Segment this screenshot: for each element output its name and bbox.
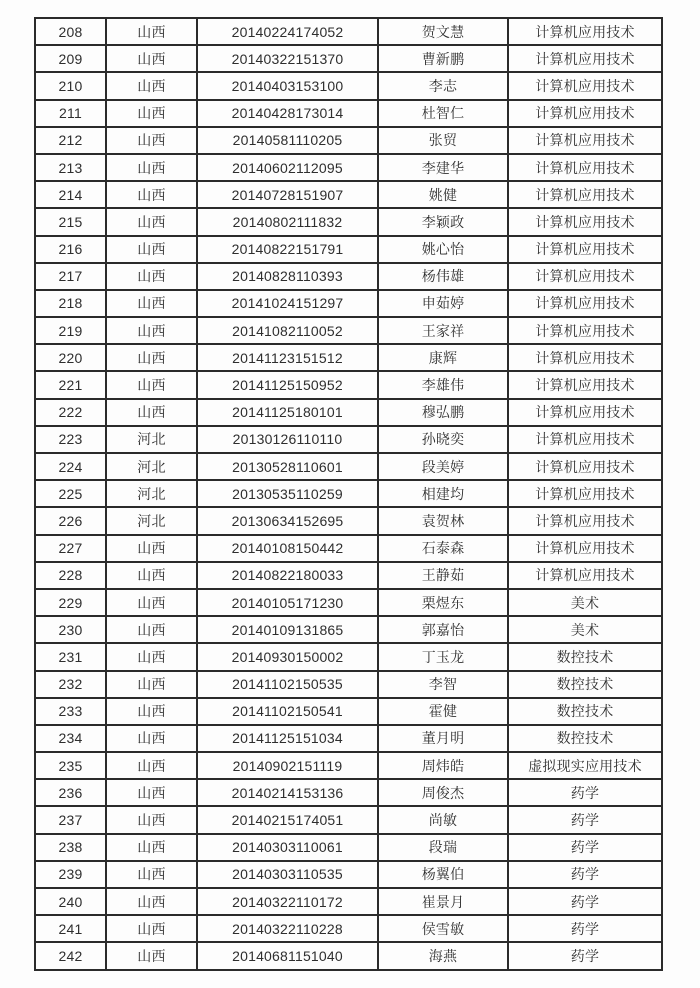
cell-province: 山西 [106, 208, 197, 235]
cell-major: 计算机应用技术 [508, 127, 662, 154]
cell-index: 242 [35, 942, 106, 969]
cell-index: 211 [35, 100, 106, 127]
cell-student_id: 20141102150535 [197, 671, 378, 698]
cell-major: 数控技术 [508, 643, 662, 670]
cell-name: 周俊杰 [378, 779, 508, 806]
table-row [35, 942, 662, 969]
table-row [35, 181, 662, 208]
table-row [35, 263, 662, 290]
cell-student_id: 20141125151034 [197, 725, 378, 752]
cell-name: 康辉 [378, 344, 508, 371]
cell-name: 曹新鹏 [378, 45, 508, 72]
cell-index: 227 [35, 535, 106, 562]
cell-student_id: 20140930150002 [197, 643, 378, 670]
table-row [35, 535, 662, 562]
table-row [35, 290, 662, 317]
table-row [35, 725, 662, 752]
cell-major: 计算机应用技术 [508, 535, 662, 562]
cell-name: 尚敏 [378, 806, 508, 833]
table-row [35, 45, 662, 72]
cell-name: 杜智仁 [378, 100, 508, 127]
cell-name: 穆弘鹏 [378, 399, 508, 426]
cell-index: 221 [35, 371, 106, 398]
cell-name: 张贸 [378, 127, 508, 154]
cell-student_id: 20141125150952 [197, 371, 378, 398]
cell-index: 220 [35, 344, 106, 371]
cell-index: 222 [35, 399, 106, 426]
cell-student_id: 20141102150541 [197, 698, 378, 725]
cell-index: 218 [35, 290, 106, 317]
cell-major: 药学 [508, 888, 662, 915]
cell-name: 袁贺林 [378, 507, 508, 534]
cell-name: 杨伟雄 [378, 263, 508, 290]
cell-student_id: 20140109131865 [197, 616, 378, 643]
cell-province: 山西 [106, 236, 197, 263]
table-row [35, 861, 662, 888]
cell-province: 河北 [106, 507, 197, 534]
table-row [35, 236, 662, 263]
cell-major: 数控技术 [508, 671, 662, 698]
cell-name: 申茹婷 [378, 290, 508, 317]
cell-student_id: 20140215174051 [197, 806, 378, 833]
cell-index: 239 [35, 861, 106, 888]
cell-student_id: 20130535110259 [197, 480, 378, 507]
cell-major: 药学 [508, 806, 662, 833]
cell-province: 山西 [106, 562, 197, 589]
cell-student_id: 20141082110052 [197, 317, 378, 344]
cell-major: 数控技术 [508, 725, 662, 752]
cell-major: 计算机应用技术 [508, 181, 662, 208]
cell-major: 美术 [508, 616, 662, 643]
cell-index: 231 [35, 643, 106, 670]
cell-student_id: 20141123151512 [197, 344, 378, 371]
cell-major: 药学 [508, 942, 662, 969]
cell-province: 山西 [106, 127, 197, 154]
cell-index: 226 [35, 507, 106, 534]
table-row [35, 643, 662, 670]
table-row [35, 399, 662, 426]
cell-province: 山西 [106, 888, 197, 915]
cell-province: 山西 [106, 589, 197, 616]
table-row [35, 915, 662, 942]
table-row [35, 480, 662, 507]
cell-province: 山西 [106, 698, 197, 725]
cell-student_id: 20140322151370 [197, 45, 378, 72]
cell-major: 计算机应用技术 [508, 72, 662, 99]
table-row [35, 127, 662, 154]
cell-student_id: 20140822180033 [197, 562, 378, 589]
cell-major: 计算机应用技术 [508, 562, 662, 589]
table-row [35, 779, 662, 806]
cell-student_id: 20140224174052 [197, 18, 378, 45]
student-roster-table-container [34, 17, 663, 971]
cell-student_id: 20130126110110 [197, 426, 378, 453]
cell-index: 210 [35, 72, 106, 99]
cell-index: 233 [35, 698, 106, 725]
cell-name: 崔景月 [378, 888, 508, 915]
cell-student_id: 20140105171230 [197, 589, 378, 616]
cell-major: 虚拟现实应用技术 [508, 752, 662, 779]
student-roster-table [34, 17, 663, 971]
cell-student_id: 20130634152695 [197, 507, 378, 534]
cell-province: 山西 [106, 344, 197, 371]
cell-province: 山西 [106, 752, 197, 779]
cell-province: 山西 [106, 154, 197, 181]
table-row [35, 100, 662, 127]
cell-index: 223 [35, 426, 106, 453]
cell-index: 234 [35, 725, 106, 752]
cell-index: 237 [35, 806, 106, 833]
table-row [35, 371, 662, 398]
cell-index: 232 [35, 671, 106, 698]
table-row [35, 453, 662, 480]
cell-student_id: 20140822151791 [197, 236, 378, 263]
cell-province: 山西 [106, 18, 197, 45]
cell-name: 相建均 [378, 480, 508, 507]
cell-student_id: 20140403153100 [197, 72, 378, 99]
cell-name: 姚健 [378, 181, 508, 208]
cell-index: 208 [35, 18, 106, 45]
cell-province: 山西 [106, 643, 197, 670]
cell-province: 山西 [106, 399, 197, 426]
cell-name: 栗煜东 [378, 589, 508, 616]
cell-name: 贺文慧 [378, 18, 508, 45]
cell-index: 212 [35, 127, 106, 154]
cell-student_id: 20140108150442 [197, 535, 378, 562]
table-row [35, 589, 662, 616]
cell-student_id: 20140828110393 [197, 263, 378, 290]
cell-name: 李颖政 [378, 208, 508, 235]
table-row [35, 18, 662, 45]
cell-index: 214 [35, 181, 106, 208]
cell-major: 计算机应用技术 [508, 480, 662, 507]
cell-major: 药学 [508, 915, 662, 942]
table-row [35, 806, 662, 833]
table-row [35, 317, 662, 344]
cell-province: 山西 [106, 317, 197, 344]
cell-major: 计算机应用技术 [508, 18, 662, 45]
cell-province: 山西 [106, 290, 197, 317]
cell-province: 山西 [106, 915, 197, 942]
cell-student_id: 20140214153136 [197, 779, 378, 806]
cell-index: 224 [35, 453, 106, 480]
cell-index: 225 [35, 480, 106, 507]
cell-province: 山西 [106, 72, 197, 99]
cell-province: 山西 [106, 45, 197, 72]
cell-index: 215 [35, 208, 106, 235]
cell-province: 山西 [106, 861, 197, 888]
cell-major: 计算机应用技术 [508, 263, 662, 290]
cell-name: 霍健 [378, 698, 508, 725]
cell-index: 238 [35, 834, 106, 861]
cell-index: 219 [35, 317, 106, 344]
table-row [35, 344, 662, 371]
cell-student_id: 20141125180101 [197, 399, 378, 426]
cell-index: 240 [35, 888, 106, 915]
cell-major: 药学 [508, 861, 662, 888]
table-row [35, 834, 662, 861]
cell-index: 216 [35, 236, 106, 263]
cell-province: 山西 [106, 779, 197, 806]
cell-major: 计算机应用技术 [508, 236, 662, 263]
cell-major: 美术 [508, 589, 662, 616]
cell-province: 山西 [106, 616, 197, 643]
cell-index: 228 [35, 562, 106, 589]
cell-major: 计算机应用技术 [508, 371, 662, 398]
cell-major: 计算机应用技术 [508, 507, 662, 534]
table-row [35, 888, 662, 915]
cell-index: 209 [35, 45, 106, 72]
cell-name: 姚心怡 [378, 236, 508, 263]
cell-student_id: 20140902151119 [197, 752, 378, 779]
cell-province: 山西 [106, 535, 197, 562]
cell-name: 李志 [378, 72, 508, 99]
cell-province: 山西 [106, 806, 197, 833]
cell-major: 计算机应用技术 [508, 453, 662, 480]
cell-name: 王静茹 [378, 562, 508, 589]
cell-major: 计算机应用技术 [508, 100, 662, 127]
cell-index: 217 [35, 263, 106, 290]
cell-name: 丁玉龙 [378, 643, 508, 670]
cell-name: 李建华 [378, 154, 508, 181]
cell-major: 计算机应用技术 [508, 154, 662, 181]
cell-major: 计算机应用技术 [508, 208, 662, 235]
cell-province: 山西 [106, 100, 197, 127]
table-row [35, 72, 662, 99]
cell-major: 计算机应用技术 [508, 426, 662, 453]
table-row [35, 562, 662, 589]
cell-name: 杨翼伯 [378, 861, 508, 888]
cell-index: 229 [35, 589, 106, 616]
cell-name: 段美婷 [378, 453, 508, 480]
table-body [35, 18, 662, 970]
cell-student_id: 20140428173014 [197, 100, 378, 127]
cell-student_id: 20140303110061 [197, 834, 378, 861]
cell-major: 药学 [508, 779, 662, 806]
cell-student_id: 20141024151297 [197, 290, 378, 317]
cell-province: 河北 [106, 426, 197, 453]
cell-student_id: 20140322110228 [197, 915, 378, 942]
table-row [35, 208, 662, 235]
cell-name: 段瑞 [378, 834, 508, 861]
cell-major: 计算机应用技术 [508, 317, 662, 344]
cell-index: 236 [35, 779, 106, 806]
cell-name: 李雄伟 [378, 371, 508, 398]
cell-name: 孙晓奕 [378, 426, 508, 453]
table-row [35, 698, 662, 725]
cell-student_id: 20140602112095 [197, 154, 378, 181]
cell-major: 计算机应用技术 [508, 399, 662, 426]
table-row [35, 507, 662, 534]
cell-student_id: 20140322110172 [197, 888, 378, 915]
cell-student_id: 20140728151907 [197, 181, 378, 208]
cell-name: 董月明 [378, 725, 508, 752]
table-row [35, 671, 662, 698]
table-row [35, 616, 662, 643]
cell-major: 药学 [508, 834, 662, 861]
cell-province: 河北 [106, 480, 197, 507]
cell-province: 山西 [106, 671, 197, 698]
cell-major: 计算机应用技术 [508, 344, 662, 371]
cell-index: 235 [35, 752, 106, 779]
cell-student_id: 20130528110601 [197, 453, 378, 480]
cell-province: 山西 [106, 181, 197, 208]
table-row [35, 752, 662, 779]
cell-province: 山西 [106, 834, 197, 861]
cell-province: 河北 [106, 453, 197, 480]
table-row [35, 426, 662, 453]
cell-index: 230 [35, 616, 106, 643]
cell-student_id: 20140681151040 [197, 942, 378, 969]
cell-major: 数控技术 [508, 698, 662, 725]
cell-province: 山西 [106, 263, 197, 290]
cell-name: 海燕 [378, 942, 508, 969]
cell-student_id: 20140581110205 [197, 127, 378, 154]
cell-student_id: 20140802111832 [197, 208, 378, 235]
cell-name: 周炜皓 [378, 752, 508, 779]
cell-major: 计算机应用技术 [508, 45, 662, 72]
cell-index: 213 [35, 154, 106, 181]
cell-student_id: 20140303110535 [197, 861, 378, 888]
cell-major: 计算机应用技术 [508, 290, 662, 317]
cell-name: 王家祥 [378, 317, 508, 344]
cell-name: 李智 [378, 671, 508, 698]
cell-name: 石泰森 [378, 535, 508, 562]
cell-province: 山西 [106, 725, 197, 752]
cell-name: 郭嘉怡 [378, 616, 508, 643]
cell-name: 侯雪敏 [378, 915, 508, 942]
cell-index: 241 [35, 915, 106, 942]
cell-province: 山西 [106, 942, 197, 969]
cell-province: 山西 [106, 371, 197, 398]
table-row [35, 154, 662, 181]
